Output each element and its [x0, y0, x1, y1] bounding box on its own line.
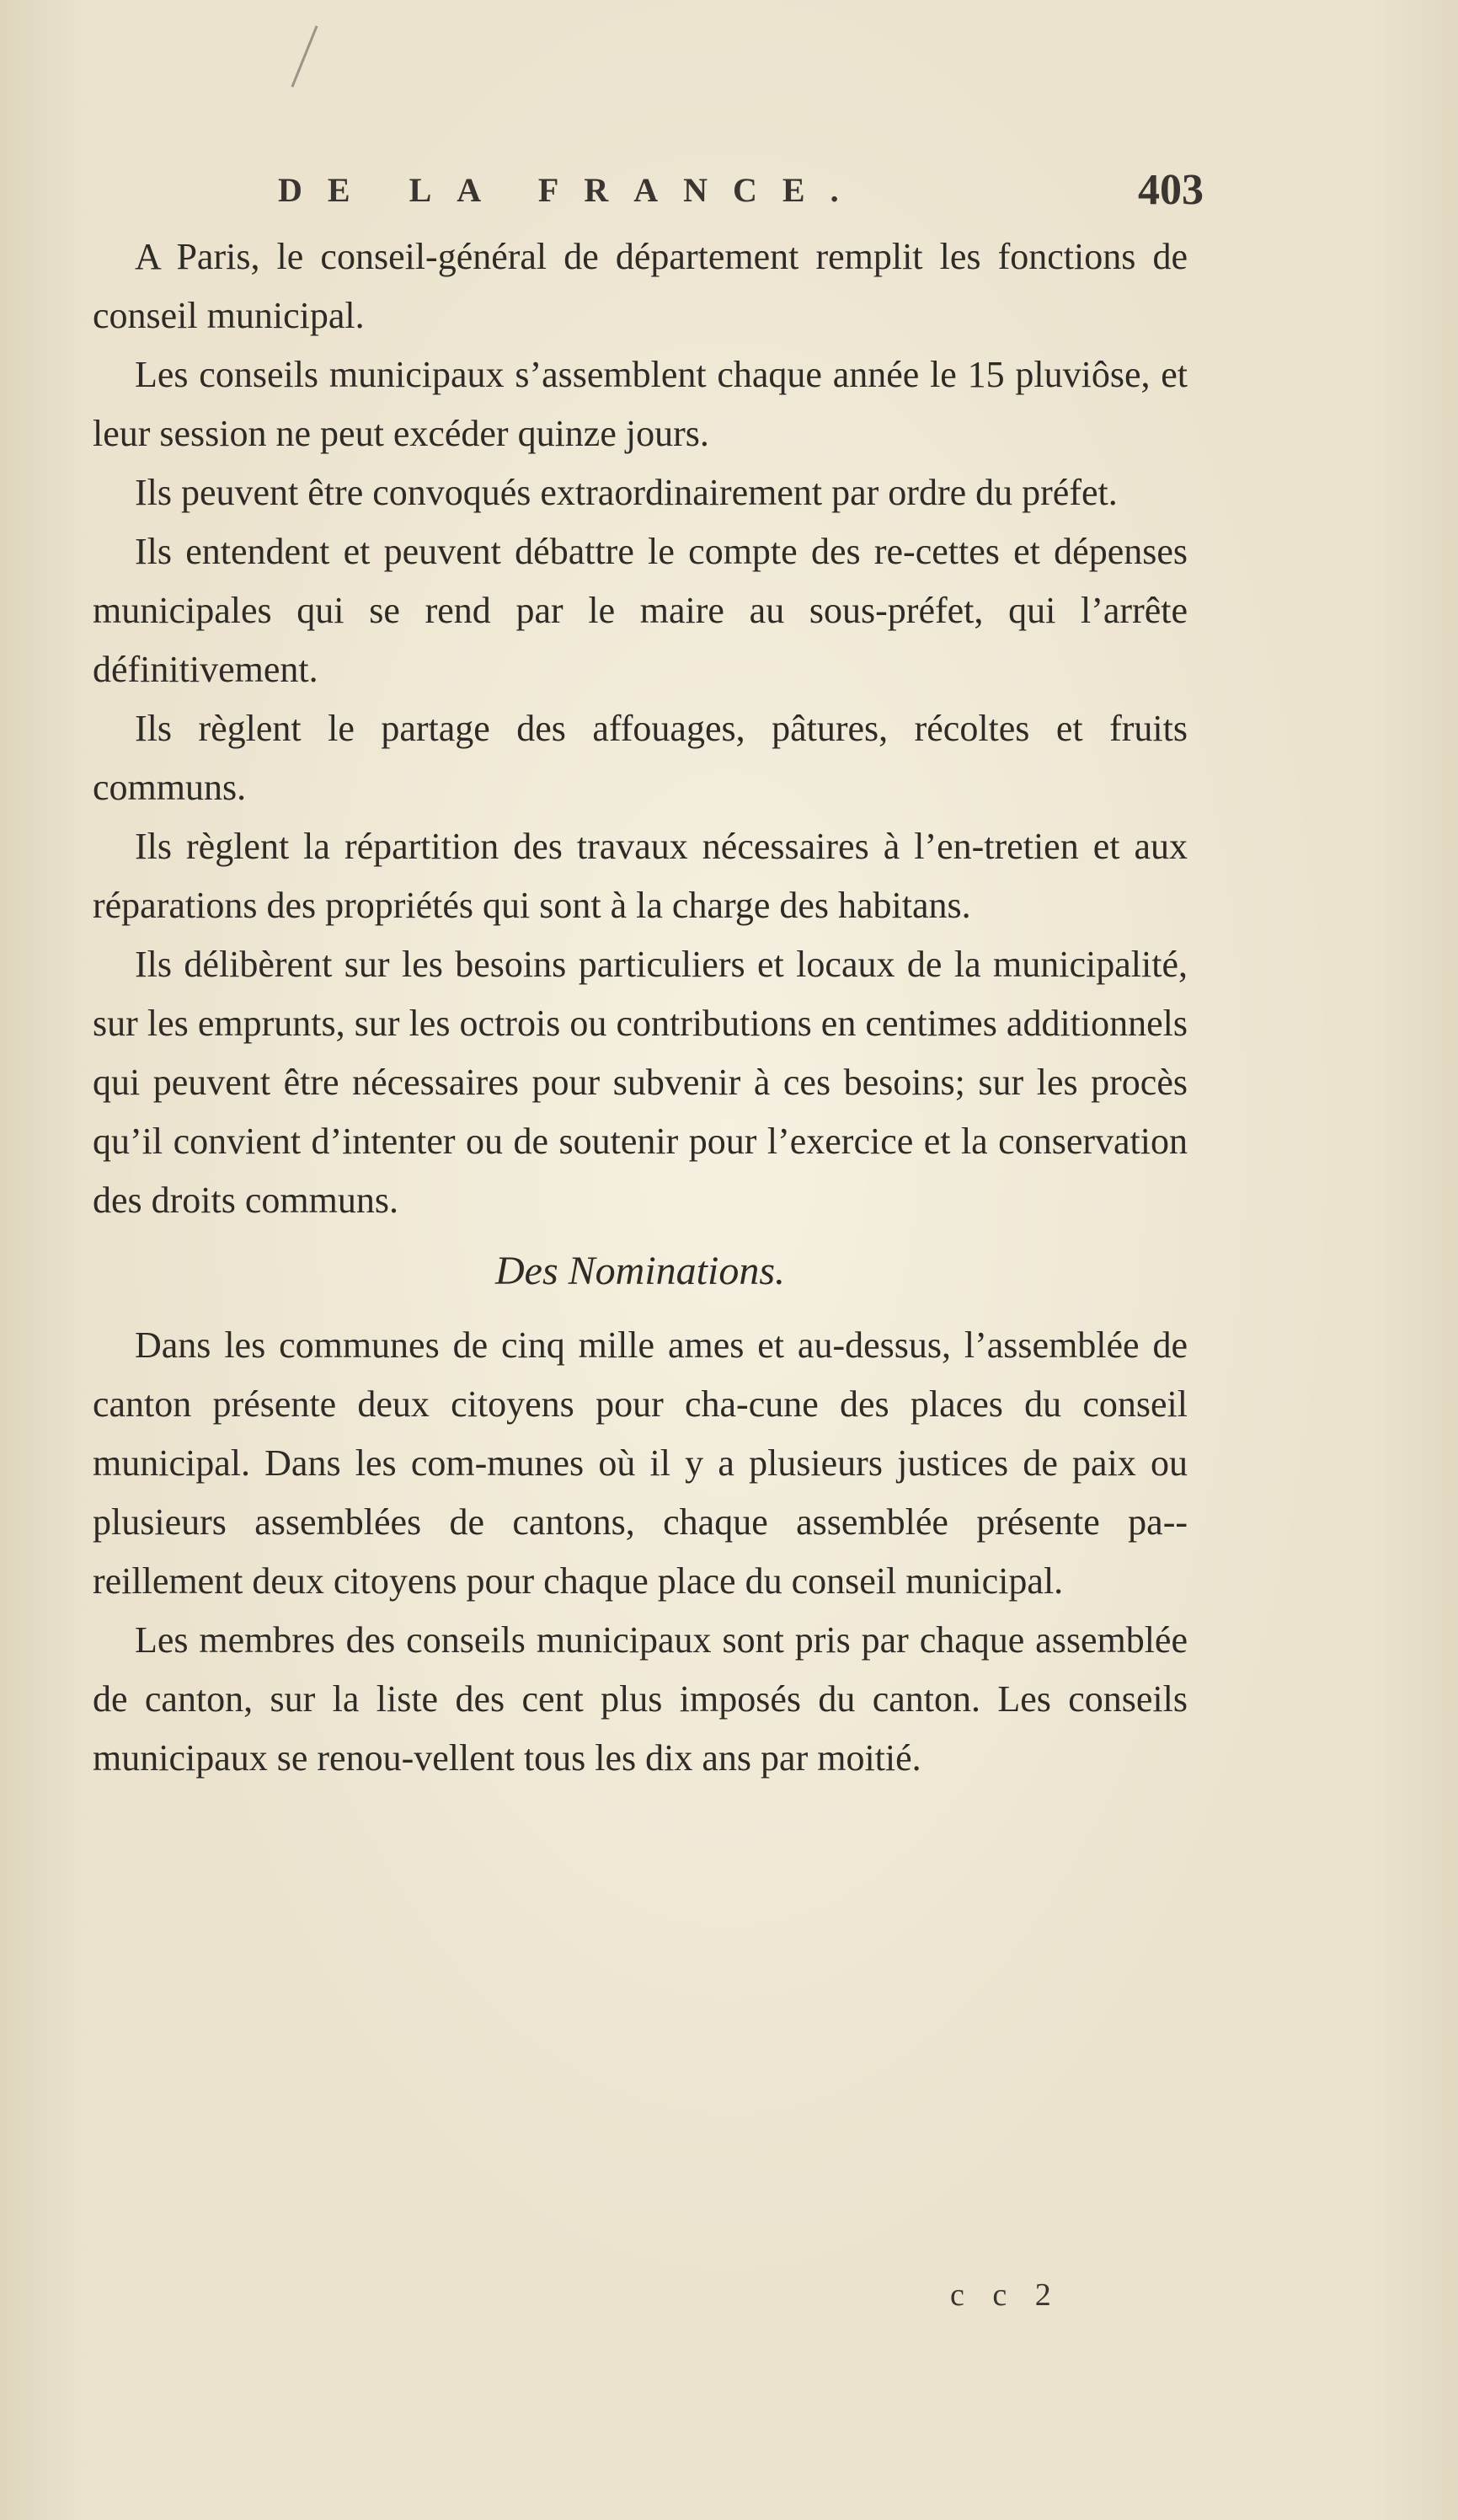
paragraph-session: Les conseils municipaux s’assemblent chaque année le 15 pluviôse, et leur session ne peut excéder quinze jours.: [93, 354, 1188, 454]
paragraph-deliberation: Ils délibèrent sur les besoins particuliers et locaux de la municipalité, sur les emprunts, sur les octrois ou contributions en centimes additionnels qui peuvent être nécessaires pour subvenir à ces besoins; sur les procès qu’il convient d’intenter ou de soutenir pour l’exercice et la conservation des droits communs.: [93, 944, 1188, 1221]
paragraph-membres: Les membres des conseils municipaux sont pris par chaque assemblée de canton, sur la liste des cent plus imposés du canton. Les conseils municipaux se renou-vellent tous les dix ans par moitié.: [93, 1619, 1188, 1779]
body-text: [93, 227, 1188, 1788]
paragraph-nominations: Dans les communes de cinq mille ames et au-dessus, l’assemblée de canton présente deux citoyens pour cha-cune des places du conseil municipal. Dans les com-munes où il y a plusieurs justices de paix ou plusieurs assemblées de cantons, chaque assemblée présente pa-reillement deux citoyens pour chaque place du conseil municipal.: [93, 1324, 1188, 1602]
paragraph-convocation: Ils peuvent être convoqués extraordinairement par ordre du préfet.: [135, 472, 1118, 513]
paragraph-compte: Ils entendent et peuvent débattre le compte des re-cettes et dépenses municipales qui se rend par le maire au sous-préfet, qui l’arrête définitivement.: [93, 531, 1188, 690]
signature-mark: c c 2: [950, 2277, 1061, 2313]
running-head: DE LA FRANCE.: [278, 171, 864, 209]
paragraph-travaux: Ils règlent la répartition des travaux nécessaires à l’en-tretien et aux réparations des propriétés qui sont à la charge des habitans.: [93, 826, 1188, 926]
section-heading: Des Nominations.: [494, 1249, 785, 1293]
paragraph-paris: A Paris, le conseil-général de département remplit les fonctions de conseil municipal.: [93, 236, 1188, 336]
paragraph-partage: Ils règlent le partage des affouages, pâtures, récoltes et fruits communs.: [93, 708, 1188, 808]
page-number: 403: [1138, 166, 1204, 214]
